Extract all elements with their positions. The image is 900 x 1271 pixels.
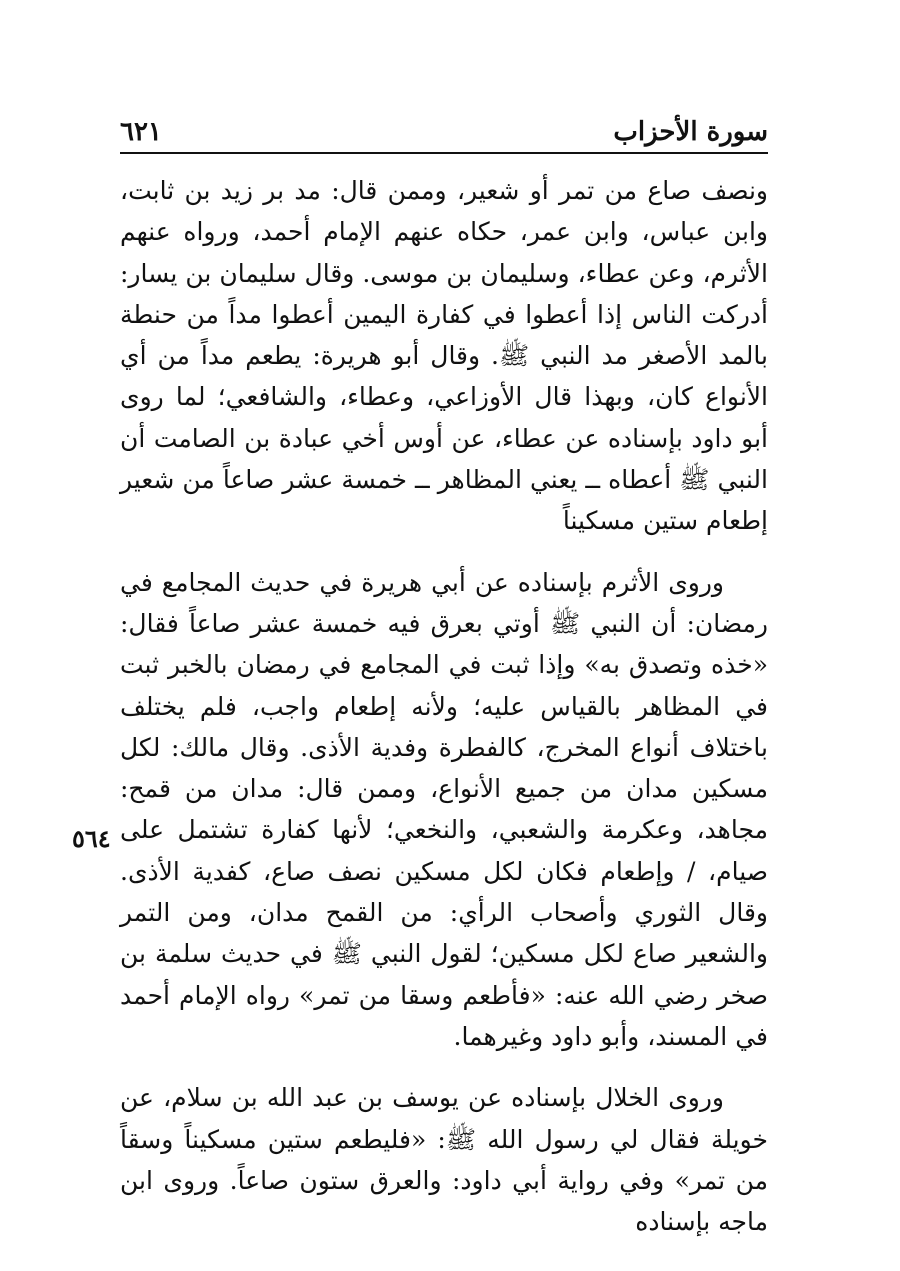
main-text <box>120 170 768 1242</box>
paragraph-1: ونصف صاع من تمر أو شعير، وممن قال: مد بر زيد بن ثابت، وابن عباس، وابن عمر، حكاه عنهم الإمام أحمد، ورواه عنهم الأثرم، وعن عطاء، وسليمان بن موسى. وقال سليمان بن يسار: أدركت الناس إذا أعطوا في كفارة اليمين أعطوا مداً من حنطة بالمد الأصغر مد النبي ﷺ. وقال أبو هريرة: يطعم مداً من أي الأنواع كان، وبهذا قال الأوزاعي، وعطاء، والشافعي؛ لما روى أبو داود بإسناده عن عطاء، عن أوس أخي عبادة بن الصامت أن النبي ﷺ أعطاه ــ يعني المظاهر ــ خمسة عشر صاعاً من شعير إطعام ستين مسكيناً <box>120 176 768 536</box>
margin-reference-number: ٥٦٤ <box>72 824 111 853</box>
page-number: ٦٢١ <box>120 117 162 147</box>
running-title: سورة الأحزاب <box>613 117 768 147</box>
paragraph-3: وروى الخلال بإسناده عن يوسف بن عبد الله بن سلام، عن خويلة فقال لي رسول الله ﷺ: «فليطعم ستين مسكيناً وسقاً من تمر» وفي رواية أبي داود: والعرق ستون صاعاً. وروى ابن ماجه بإسناده <box>120 1083 768 1237</box>
header-divider <box>120 152 768 154</box>
paragraph-2: وروى الأثرم بإسناده عن أبي هريرة في حديث المجامع في رمضان: أن النبي ﷺ أوتي بعرق فيه خمسة عشر صاعاً فقال: «خذه وتصدق به» وإذا ثبت في المجامع في رمضان بالخبر ثبت في المظاهر بالقياس عليه؛ ولأنه إطعام واجب، فلم يختلف باختلاف أنواع المخرج، كالفطرة وفدية الأذى. وقال مالك: لكل مسكين مدان من جميع الأنواع، وممن قال: مدان من قمح: مجاهد، وعكرمة والشعبي، والنخعي؛ لأنها كفارة تشتمل على صيام، / وإطعام فكان لكل مسكين نصف صاع، كفدية الأذى. وقال الثوري وأصحاب الرأي: من القمح مدان، ومن التمر والشعير صاع لكل مسكين؛ لقول النبي ﷺ في حديث سلمة بن صخر رضي الله عنه: «فأطعم وسقا من تمر» رواه الإمام أحمد في المسند، وأبو داود وغيرهما. <box>120 567 768 1051</box>
page-header <box>120 112 768 156</box>
